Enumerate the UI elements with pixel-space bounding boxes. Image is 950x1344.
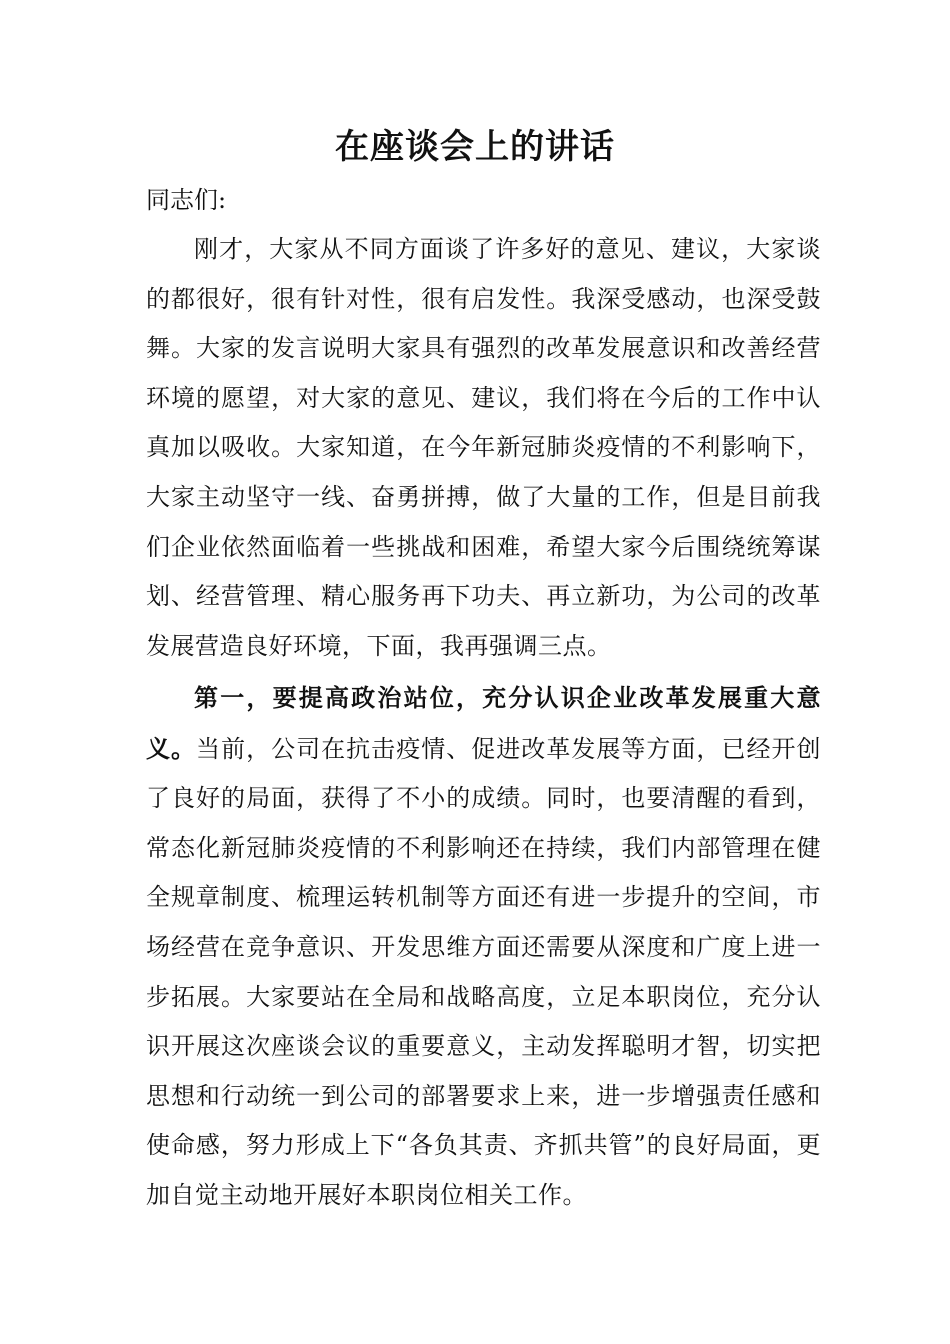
paragraph-2-heading: 第一，要提高政治站位，充分认识企业改革发展重大意义。: [146, 683, 821, 763]
paragraph-2-body: 当前，公司在抗击疫情、促进改革发展等方面，已经开创了良好的局面，获得了不小的成绩。同时，也要清醒的看到，常态化新冠肺炎疫情的不利影响还在持续，我们内部管理在健全规章制度、梳理运转机制等方面还有进一步提升的空间，市场经营在竞争意识、开发思维方面还需要从深度和广度上进一步拓展。大家要站在全局和战略高度，立足本职岗位，充分认识开展这次座谈会议的重要意义，主动发挥聪明才智，切实把思想和行动统一到公司的部署要求上来，进一步增强责任感和使命感，努力形成上下“各负其责、齐抓共管”的良好局面，更加自觉主动地开展好本职岗位相关工作。: [146, 734, 822, 1209]
paragraph-2: [146, 673, 821, 1221]
paragraph-1: 刚才，大家从不同方面谈了许多好的意见、建议，大家谈的都很好，很有针对性，很有启发性。我深受感动，也深受鼓舞。大家的发言说明大家具有强烈的改革发展意识和改善经营环境的愿望，对大家的意见、建议，我们将在今后的工作中认真加以吸收。大家知道，在今年新冠肺炎疫情的不利影响下，大家主动坚守一线、奋勇拼搏，做了大量的工作，但是目前我们企业依然面临着一些挑战和困难，希望大家今后围绕统筹谋划、经营管理、精心服务再下功夫、再立新功，为公司的改革发展营造良好环境，下面，我再强调三点。: [146, 235, 821, 660]
salutation: 同志们:: [146, 186, 227, 214]
document-title: 在座谈会上的讲话: [335, 127, 615, 167]
